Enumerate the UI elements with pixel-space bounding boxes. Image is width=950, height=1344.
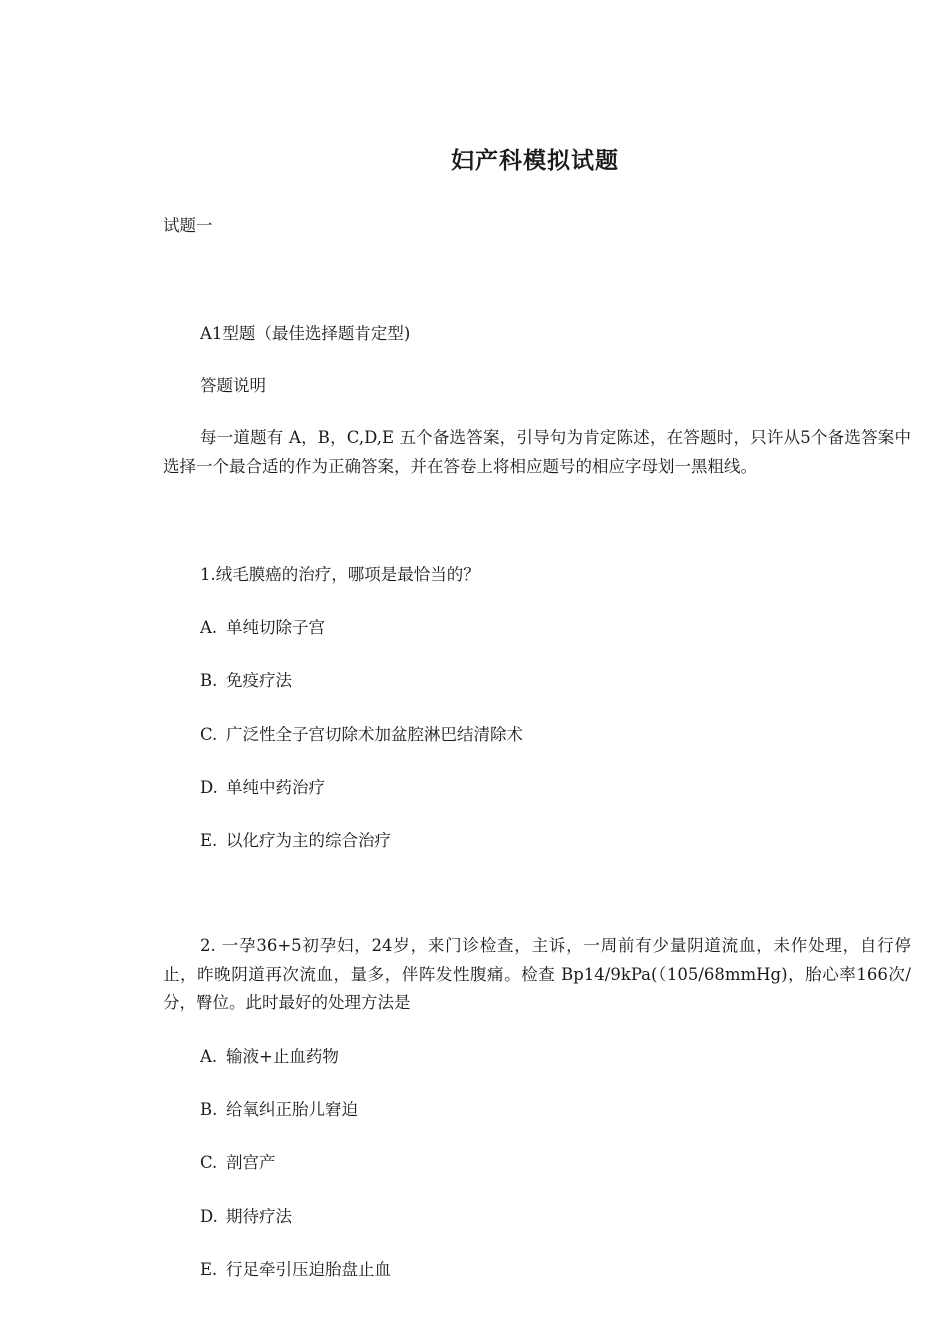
question-1-stem: 1.绒毛膜癌的治疗，哪项是最恰当的？ [200,565,480,584]
option-letter: B. [200,671,218,690]
question-type: A1型题（最佳选择题肯定型) [200,324,411,343]
option-letter: C. [200,725,218,744]
option-text: 输液+止血药物 [226,1047,339,1066]
option-text: 免疫疗法 [226,671,292,690]
option-text: 给氧纠正胎儿窘迫 [226,1100,358,1119]
option-letter: B. [200,1100,218,1119]
section-heading: 试题一 [163,216,213,235]
question-1-option-c [200,721,523,749]
option-letter: E. [200,831,218,850]
option-letter: D. [200,778,218,797]
option-letter: A. [200,618,218,637]
option-letter: E. [200,1260,218,1279]
option-text: 单纯切除子宫 [226,618,325,637]
question-2-stem: 2. 一孕36+5初孕妇，24岁，来门诊检查，主诉，一周前有少量阴道流血，未作处理，自行停止，昨晚阴道再次流血，量多，伴阵发性腹痛。检查 Bp14/9kPa(（105/68mmHg)，胎心率166次/分，臀位。此时最好的处理方法是 [163,936,911,1012]
instructions-text: 每一道题有 A，B，C,D,E 五个备选答案，引导句为肯定陈述，在答题时，只许从5个备选答案中选择一个最合适的作为正确答案，并在答卷上将相应题号的相应字母划一黑粗线。 [163,428,911,476]
option-text: 剖宫产 [226,1153,276,1172]
question-1-option-d [200,774,325,802]
option-text: 以化疗为主的综合治疗 [226,831,391,850]
question-1-option-a [200,614,325,642]
question-1-option-b [200,667,292,695]
option-letter: D. [200,1207,218,1226]
option-text: 行足牵引压迫胎盘止血 [226,1260,391,1279]
question-2-option-e [200,1256,391,1284]
option-text: 期待疗法 [226,1207,292,1226]
document-title: 妇产科模拟试题 [451,148,619,174]
question-2-option-b [200,1096,358,1124]
question-2-option-c [200,1149,276,1177]
question-2-option-a [200,1043,339,1071]
option-text: 单纯中药治疗 [226,778,325,797]
option-letter: A. [200,1047,218,1066]
option-letter: C. [200,1153,218,1172]
question-1-option-e [200,827,391,855]
option-text: 广泛性全子宫切除术加盆腔淋巴结清除术 [226,725,523,744]
question-2-option-d [200,1203,292,1231]
instructions-heading: 答题说明 [200,376,266,395]
